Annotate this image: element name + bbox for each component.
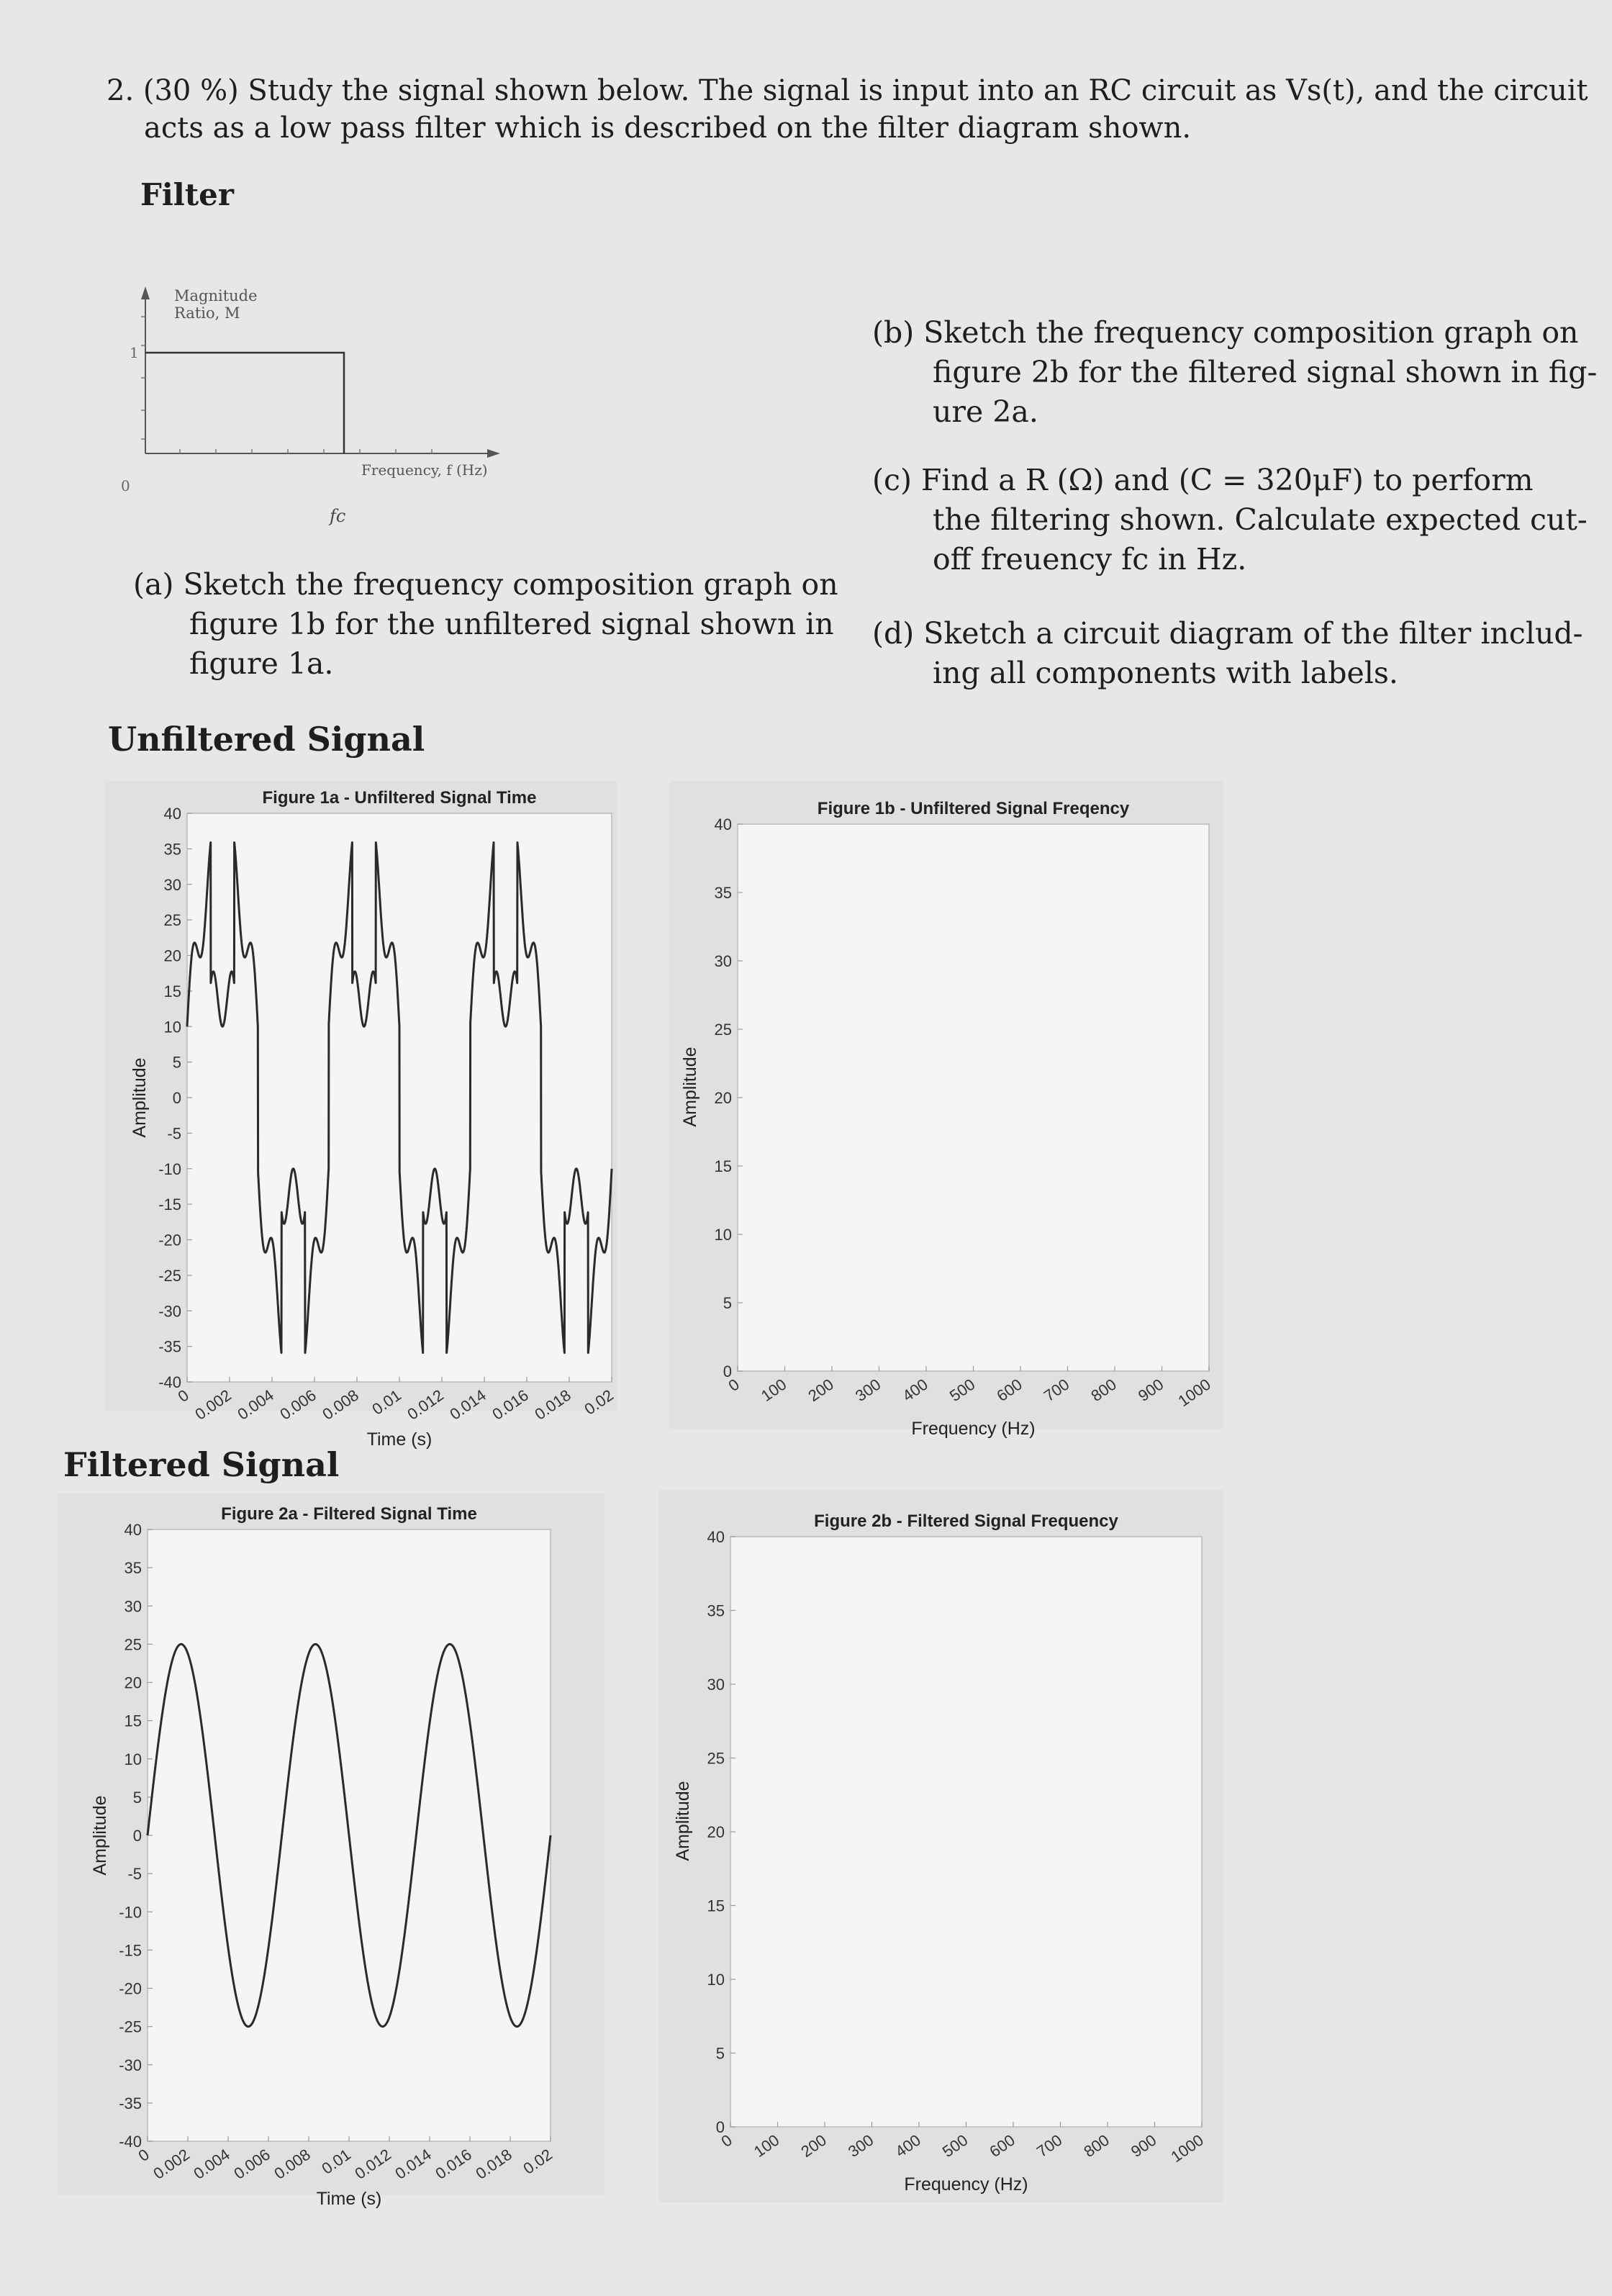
y-tick-label: 35 [124,1559,142,1578]
x-tick-label: 800 [1087,1375,1120,1406]
y-tick-label: 10 [124,1750,142,1768]
x-tick-label: 900 [1134,1375,1167,1406]
y-tick-label: 15 [124,1712,142,1730]
fig1b-panel [669,781,1223,1439]
y-tick-label: 0 [172,1089,181,1107]
fig2b-panel [658,1490,1223,2202]
y-tick-label: -25 [158,1266,181,1285]
x-tick-label: 500 [938,2130,972,2161]
y-axis-label: Amplitude [673,1781,693,1861]
chart-title: Figure 1a - Unfiltered Signal Time [262,788,537,808]
y-tick-label: 30 [124,1597,142,1616]
y-tick-label: -40 [158,1373,181,1391]
question-line-2: acts as a low pass filter which is described on the filter diagram shown. [144,112,1192,145]
fig1a-chart [104,781,617,1450]
x-tick-label: 0 [135,2145,153,2166]
y-axis-label: Amplitude [680,1047,700,1127]
fc-label: fc [330,506,346,526]
x-tick-label: 500 [946,1375,979,1406]
x-tick-label: 0 [717,2130,735,2151]
y-tick-label: -20 [119,1979,142,1998]
plot-area [730,1537,1202,2127]
filter-heading: Filter [140,177,234,212]
x-tick-label: 600 [986,2130,1018,2161]
y-tick-label: 20 [714,1089,732,1107]
part-b-line-2: figure 2b for the filtered signal shown in fig- [933,355,1598,389]
part-b [872,313,1597,432]
x-tick-label: 400 [899,1375,931,1406]
part-a-line-3: figure 1a. [189,646,334,681]
x-tick-label: 800 [1080,2130,1113,2161]
chart-title: Figure 2a - Filtered Signal Time [221,1504,477,1524]
y-tick-label: -30 [119,2056,142,2074]
x-tick-label: 1000 [1167,2130,1207,2166]
y-tick-label: -30 [158,1302,181,1321]
y-tick-label: 25 [707,1749,725,1768]
y-tick-label: 25 [124,1635,142,1654]
y-tick-label: 40 [163,805,181,823]
x-tick-label: 900 [1127,2130,1160,2161]
y-tick-label: 0 [132,1827,142,1845]
x-axis-label: Frequency (Hz) [904,2174,1028,2195]
part-d-line-1: (d) Sketch a circuit diagram of the filter includ- [872,616,1583,651]
x-tick-label: 0.004 [234,1386,277,1424]
fig2b-chart [658,1490,1223,2202]
x-tick-label: 700 [1040,1375,1073,1406]
fig1a-panel [104,781,617,1450]
x-tick-label: 600 [993,1375,1025,1406]
x-tick-label: 0.014 [391,2145,435,2183]
y-tick-label: 15 [714,1157,732,1175]
part-b-line-1: (b) Sketch the frequency composition graph on [872,315,1579,350]
filter-diagram [108,274,511,533]
fig2a-chart [58,1493,604,2209]
y-tick-label: 5 [132,1788,142,1807]
y-tick-label: 30 [714,952,732,970]
x-tick-label: 0.012 [404,1386,447,1424]
x-tick-label: 0 [174,1386,192,1406]
x-tick-label: 400 [892,2130,924,2161]
part-c-line-2: the filtering shown. Calculate expected cut- [933,502,1588,537]
fig1b-chart [669,781,1223,1439]
part-c-line-1: (c) Find a R (Ω) and (C = 320μF) to perform [872,463,1534,497]
filter-response-line [145,353,344,453]
y-tick-label: -40 [119,2133,142,2151]
x-tick-label: 0.016 [489,1386,532,1424]
y-tick-label: -5 [167,1124,181,1143]
y-tick-label: 20 [124,1673,142,1692]
y-tick-label: -10 [119,1903,142,1922]
x-tick-label: 0.016 [432,2145,475,2183]
fig2a-panel [58,1493,604,2209]
filtered-heading: Filtered Signal [63,1445,340,1484]
x-tick-label: 0.008 [319,1386,362,1424]
y-tick-label: 0 [715,2118,725,2136]
y-tick-label: -25 [119,2017,142,2036]
y-tick-label: 30 [163,875,181,894]
y-tick-label: 10 [163,1018,181,1036]
y-tick-label: -5 [127,1865,142,1884]
x-axis-label: Time (s) [316,2189,382,2209]
part-a-line-2: figure 1b for the unfiltered signal shown in [189,607,834,641]
y-tick-label: 10 [707,1971,725,1989]
x-tick-label: 0.004 [190,2145,233,2183]
filter-ylabel-1: Magnitude [174,287,258,304]
x-tick-label: 700 [1033,2130,1066,2161]
x-axis-label: Time (s) [366,1429,433,1450]
y-tick-label: 15 [163,982,181,1000]
filter-ylabel-2: Ratio, M [174,304,240,322]
y-tick-label: 40 [714,815,732,833]
x-tick-label: 0.002 [150,2145,193,2183]
y-tick-label: 10 [714,1226,732,1244]
y-tick-label: -35 [119,2094,142,2112]
plot-area [738,824,1209,1371]
x-tick-label: 0 [725,1375,743,1396]
y-tick-label: 0 [723,1362,732,1380]
x-tick-label: 200 [797,2130,830,2161]
y-tick-label: 40 [124,1521,142,1539]
x-tick-label: 0.008 [271,2145,314,2183]
unfiltered-heading: Unfiltered Signal [108,720,425,759]
y-tick-label: 15 [707,1897,725,1915]
x-tick-label: 300 [851,1375,884,1406]
part-d-line-2: ing all components with labels. [933,656,1398,690]
question-line-1: 2. (30 %) Study the signal shown below. The signal is input into an RC circuit as Vs(t), and the circuit [107,74,1588,107]
filter-tick-1: 1 [130,344,139,361]
part-c-line-3: off freuency fc in Hz. [933,542,1247,577]
y-tick-label: -15 [158,1196,181,1214]
y-tick-label: 35 [707,1601,725,1620]
y-tick-label: 5 [715,2044,725,2063]
x-tick-label: 0.018 [472,2145,515,2183]
y-tick-label: 20 [163,946,181,965]
x-tick-label: 1000 [1174,1375,1214,1411]
y-tick-label: -10 [158,1160,181,1178]
y-tick-label: 40 [707,1528,725,1546]
y-tick-label: 25 [714,1021,732,1039]
x-tick-label: 300 [844,2130,877,2161]
x-tick-label: 100 [750,2130,783,2161]
x-tick-label: 200 [805,1375,837,1406]
chart-title: Figure 2b - Filtered Signal Frequency [814,1511,1118,1531]
y-tick-label: 35 [714,884,732,902]
filter-xlabel: Frequency, f (Hz) [361,461,488,479]
x-tick-label: 0.018 [531,1386,574,1424]
x-tick-label: 0.01 [368,1386,404,1419]
y-tick-label: 5 [172,1053,181,1072]
x-tick-label: 0.014 [446,1386,489,1424]
x-tick-label: 0.006 [276,1386,320,1424]
y-tick-label: 20 [707,1823,725,1841]
x-tick-label: 0.012 [351,2145,394,2183]
x-tick-label: 0.02 [520,2145,556,2178]
x-tick-label: 0.02 [581,1386,617,1419]
y-tick-label: 5 [723,1294,732,1312]
x-tick-label: 0.002 [191,1386,235,1424]
filter-tick-0: 0 [121,477,130,494]
part-c [872,461,1588,579]
y-tick-label: -15 [119,1941,142,1960]
part-d [872,614,1582,693]
part-a-line-1: (a) Sketch the frequency composition graph on [133,567,838,602]
chart-title: Figure 1b - Unfiltered Signal Freqency [817,799,1130,818]
y-tick-label: -35 [158,1337,181,1356]
y-axis-label: Amplitude [90,1795,110,1876]
y-tick-label: 25 [163,911,181,930]
x-tick-label: 0.006 [230,2145,273,2183]
part-a [133,565,838,684]
x-tick-label: 100 [757,1375,790,1406]
y-axis-label: Amplitude [130,1057,150,1138]
x-tick-label: 0.01 [318,2145,354,2178]
y-tick-label: 35 [163,840,181,859]
part-b-line-3: ure 2a. [933,394,1038,429]
y-tick-label: 30 [707,1676,725,1694]
y-tick-label: -20 [158,1231,181,1249]
x-axis-label: Frequency (Hz) [911,1419,1036,1439]
